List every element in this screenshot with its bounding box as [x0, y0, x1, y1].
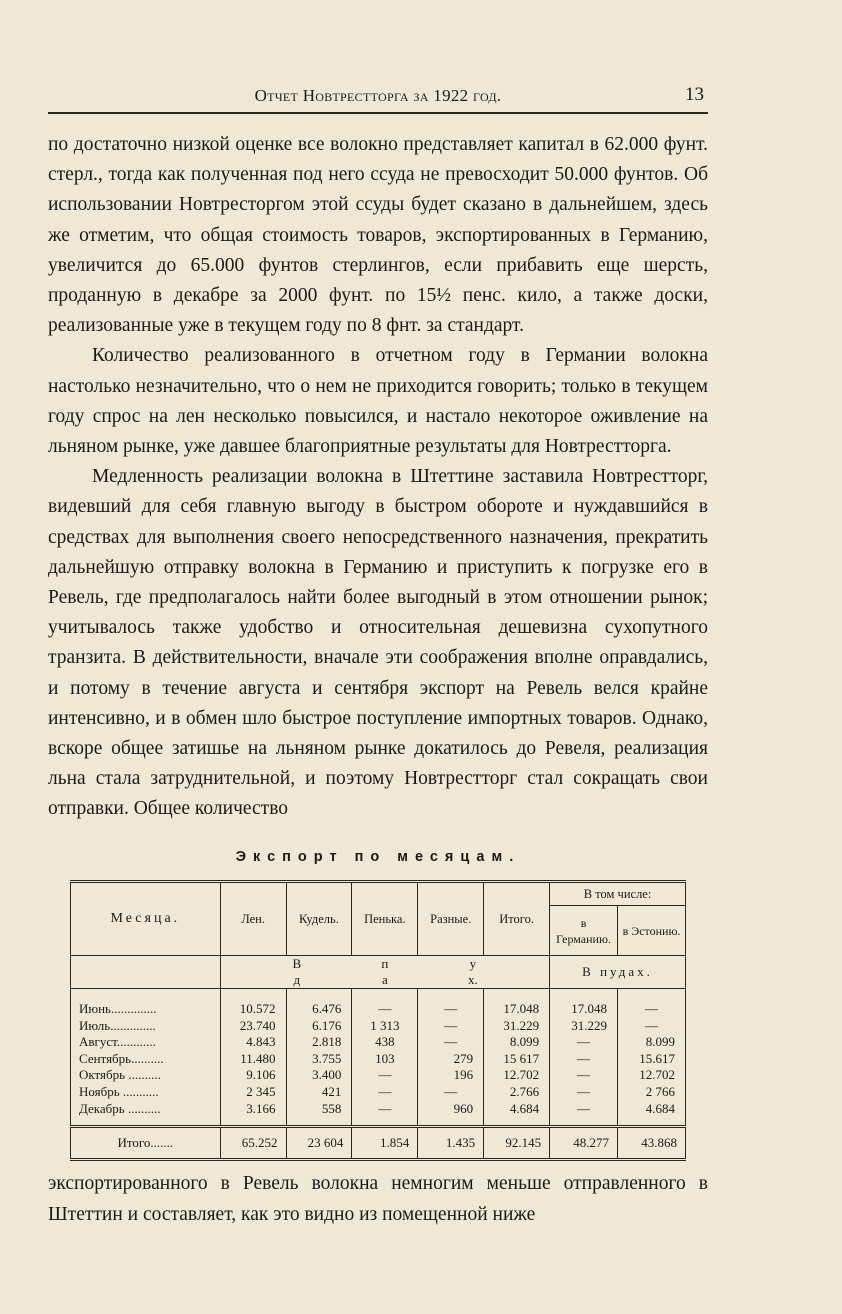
header-estonia: в Эстонию.	[618, 906, 686, 956]
table-row: Ноябрь ........... 2 345 421 — — 2.766 — 2 766	[71, 1084, 686, 1101]
running-title: Отчет Новтрестторга за 1922 год.	[254, 86, 502, 105]
units-row	[71, 956, 686, 989]
header-group: В том числе:	[550, 882, 686, 906]
paragraph: Медленность реализации волокна в Штеттине заставила Новтрестторг, видевший для себя главную выгоду в быстром обороте и нуждавшийся в средствах для выполнения своего непосредственного назначения, прекратить дальнейшую отправку волокна в Германию и приступить к погрузке его в Ревель, где предполагалось найти более выгодный в этом отношении рынок; учитывалось также удобство и относительная дешевизна сухопутного транзита. В действительности, вначале эти соображения вполне оправдались, и потому в течение августа и сентября экспорт на Ревель велся крайне интенсивно, и в обмен шло быстрое поступление импортных товаров. Однако, вскоре общее затишье на льняном рынке докатилось до Ревеля, реализация льна стала затруднительной, и поэтому Новтрестторг стал сокращать свои отправки. Общее количество	[48, 466, 708, 820]
table-row: Август............ 4.843 2.818 438 — 8.099 — 8.099	[71, 1034, 686, 1051]
table-row: Декабрь .......... 3.166 558 — 960 4.684 — 4.684	[71, 1101, 686, 1118]
units-left: В п уд а х.	[220, 956, 549, 989]
total-row: Итого....... 65.252 23 604 1.854 1.435 92.145 48.277 43.868	[71, 1127, 686, 1160]
running-header	[48, 82, 708, 114]
body-text	[48, 130, 708, 825]
header-itogo: Итого.	[484, 882, 550, 956]
paragraph: по достаточно низкой оценке все волокно представляет капитал в 62.000 фунт. стерл., тогда как полученная под него ссуда не превосходит 50.000 фунтов. Об использовании Новтресторгом этой ссуды будет сказано в дальнейшем, здесь же отметим, что общая стоимость товаров, экспортированных в Германию, увеличится до 65.000 фунтов стерлингов, если прибавить еще шерсть, проданную в декабре за 2000 фунт. по 15½ пенс. кило, а также доски, реализованные уже в текущем году по 8 фнт. за стандарт.	[48, 134, 708, 337]
table-row: Июль.............. 23.740 6.176 1 313 — 31.229 31.229 —	[71, 1018, 686, 1035]
export-table	[70, 880, 686, 1161]
units-right: В пудах.	[550, 956, 686, 989]
table-row: Октябрь .......... 9.106 3.400 — 196 12.702 — 12.702	[71, 1067, 686, 1084]
page-number: 13	[685, 84, 704, 105]
table-row: Сентябрь.......... 11.480 3.755 103 279 15 617 — 15.617	[71, 1051, 686, 1068]
header-raznye: Разные.	[418, 882, 484, 956]
header-len: Лен.	[220, 882, 286, 956]
header-germany: в Германию.	[550, 906, 618, 956]
table-row: Июнь.............. 10.572 6.476 — — 17.048 17.048 —	[71, 1001, 686, 1018]
continuation-text	[48, 1168, 708, 1230]
paragraph: экспортированного в Ревель волокна немногим меньше отправленного в Штеттин и составляет, как это видно из помещенной ниже	[48, 1173, 708, 1225]
paragraph: Количество реализованного в отчетном году в Германии волокна настолько незначительно, что о нем не приходится говорить; только в текущем году спрос на лен несколько повысился, и настало некоторое оживление на льняном рынке, уже давшее благоприятные результаты для Новтрестторга.	[48, 345, 708, 458]
header-month: Месяца.	[71, 882, 221, 956]
header-penka: Пенька.	[352, 882, 418, 956]
header-kudel: Кудель.	[286, 882, 352, 956]
table-title: Экспорт по месяцам.	[235, 849, 521, 865]
